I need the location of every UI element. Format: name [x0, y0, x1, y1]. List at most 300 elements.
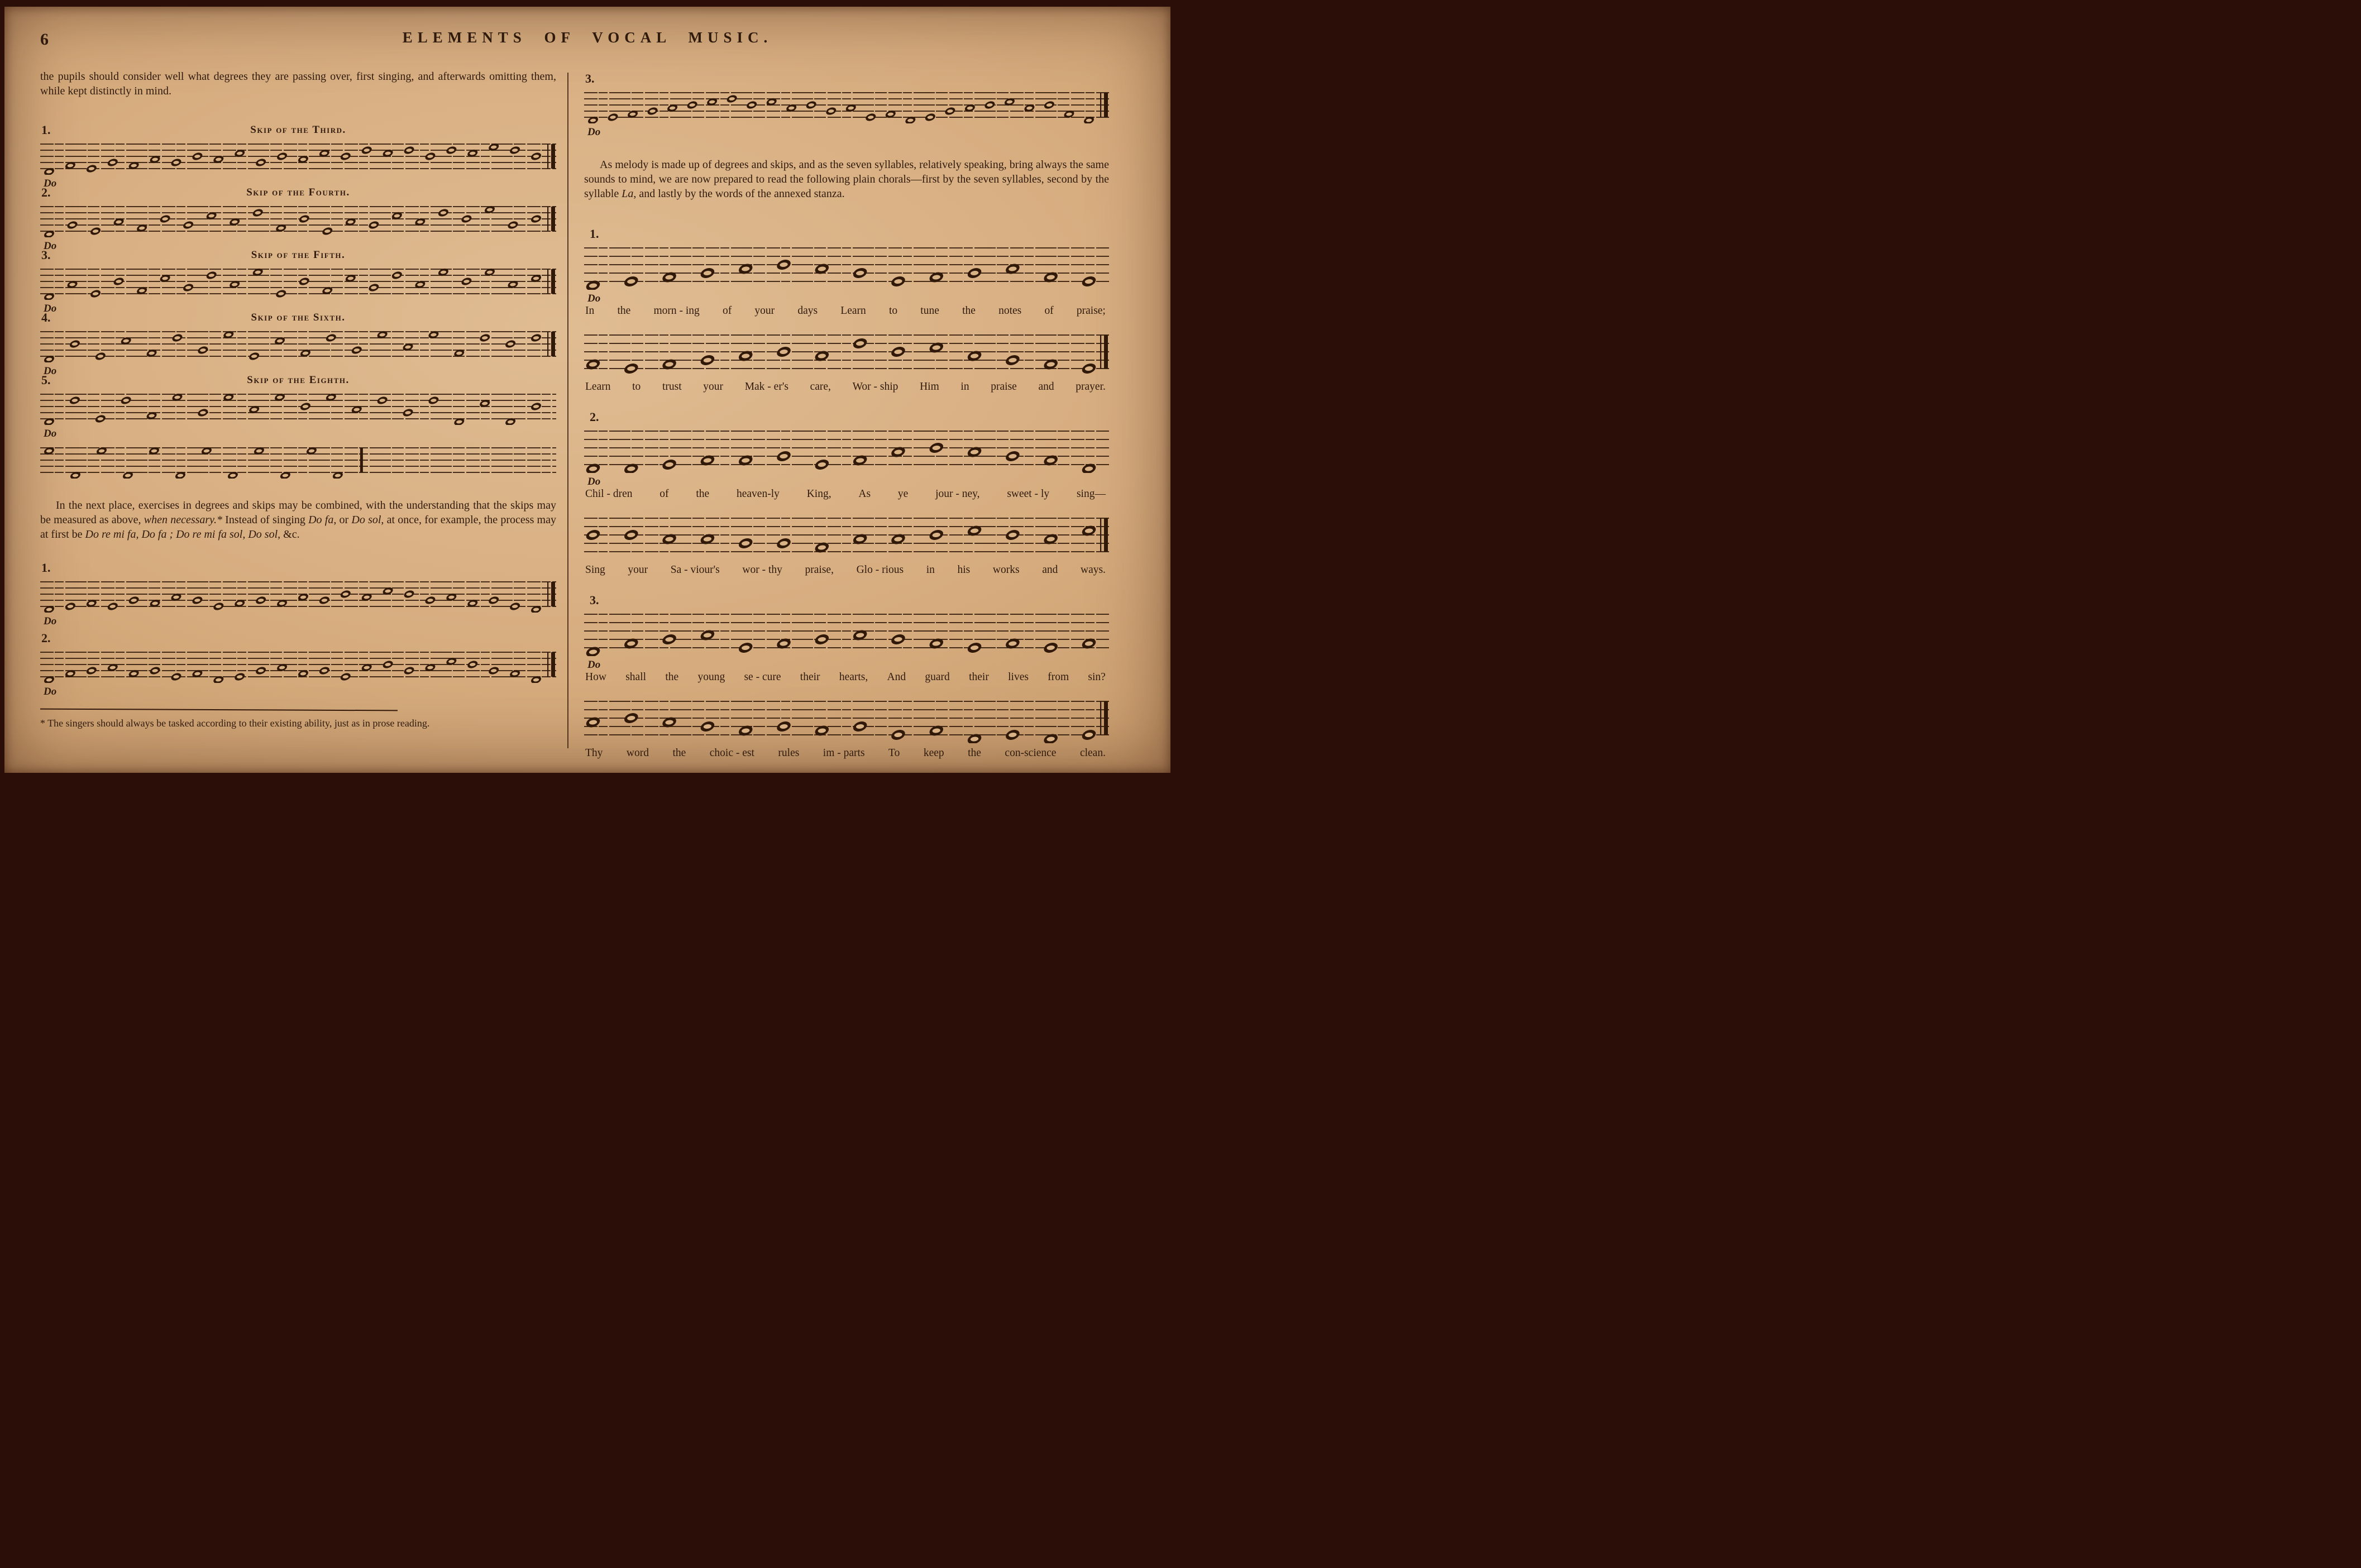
whole-note [814, 262, 830, 276]
staff-svg [40, 643, 556, 683]
whole-note [43, 605, 55, 613]
lyric-word: the [665, 671, 679, 683]
whole-note [928, 270, 945, 284]
whole-note [852, 337, 868, 351]
music-staff [40, 323, 556, 365]
lyric-word: sin? [1088, 671, 1106, 683]
whole-note [170, 157, 183, 168]
whole-note [699, 266, 716, 280]
whole-note [1081, 275, 1097, 289]
whole-note [661, 458, 678, 472]
exercise-number: 1. [41, 561, 51, 575]
whole-note [966, 266, 983, 280]
do-label: Do [44, 428, 57, 439]
lyric-word: the [962, 305, 976, 317]
whole-note [1043, 100, 1055, 110]
right-column [584, 7, 1109, 761]
whole-note [1005, 528, 1021, 542]
whole-note [530, 401, 542, 412]
whole-note [275, 289, 287, 299]
exercise-3-continued [584, 71, 1109, 138]
music-staff [584, 239, 1109, 293]
combined-exercises-paragraph [40, 498, 556, 542]
choral-number: 2. [590, 410, 599, 424]
whole-note [120, 395, 132, 405]
whole-note [94, 351, 107, 361]
whole-note [402, 408, 414, 418]
whole-note [1043, 732, 1059, 743]
whole-note [197, 408, 209, 418]
whole-note [585, 645, 601, 656]
whole-note [944, 106, 956, 116]
whole-note [1043, 532, 1059, 546]
whole-note [488, 666, 500, 676]
staff-svg [40, 439, 556, 479]
lyric-word: to [888, 305, 898, 317]
whole-note [1081, 524, 1097, 538]
whole-note [699, 453, 716, 467]
lyric-word: of [722, 305, 732, 317]
text-run: As melody is made up of degrees and skips, and as the seven syllables, relatively speaking, bring always the same sounds to mind, we are now prepared to read the following plain chorals—first by the seven syllables, second by the syllable [584, 159, 1109, 200]
barline [551, 332, 555, 356]
lyric-word: clean. [1079, 747, 1106, 759]
exercise-title: Skip of the Sixth. [251, 312, 346, 323]
lyric-word: jour - ney, [935, 488, 980, 500]
whole-note [1005, 262, 1021, 276]
whole-note [279, 471, 291, 479]
barline [547, 652, 548, 677]
lyric-word: notes [998, 305, 1022, 317]
lyric-word: How [585, 671, 606, 683]
exercise-title: Skip of the Fifth. [251, 249, 346, 261]
melody-paragraph [584, 157, 1109, 201]
whole-note [298, 214, 310, 224]
whole-note [182, 283, 194, 293]
whole-note [1005, 450, 1021, 463]
whole-note [403, 666, 415, 676]
barline [1100, 93, 1101, 117]
continuation-staff [40, 439, 556, 481]
whole-note [43, 230, 55, 237]
whole-note [43, 675, 55, 683]
whole-note [507, 220, 519, 230]
exercise-number: 2. [41, 631, 51, 645]
whole-note [745, 100, 758, 110]
exercise-title: Skip of the Third. [250, 124, 346, 136]
lyric-word: their [800, 671, 820, 683]
whole-note [69, 471, 82, 479]
lyric-word: se - cure [744, 671, 781, 683]
staff-svg [584, 326, 1109, 377]
whole-note [321, 226, 333, 236]
lyric-word: his [957, 564, 971, 576]
barline [551, 269, 555, 294]
lyric-word: prayer. [1076, 381, 1106, 393]
whole-note [966, 349, 983, 363]
whole-note [984, 100, 996, 110]
whole-note [623, 637, 639, 651]
choral-2 [584, 411, 1109, 577]
whole-note [890, 445, 907, 459]
whole-note [205, 270, 218, 280]
whole-note [530, 151, 542, 161]
music-staff [40, 260, 556, 303]
italic-text-run: when necessary.* [144, 514, 222, 526]
whole-note [227, 471, 239, 479]
music-staff [40, 643, 556, 686]
whole-note [403, 589, 415, 599]
lyric-word: Glo - rious [856, 564, 904, 576]
lyric-word: in [926, 564, 935, 576]
whole-note [128, 595, 140, 605]
combined-exercise-1 [40, 561, 556, 627]
whole-note [661, 357, 678, 371]
whole-note [69, 339, 81, 349]
whole-note [367, 283, 380, 293]
text-run: the pupils should consider well what degrees they are passing over, first singing, and afterwards omitting them, while kept distinctly in mind. [40, 70, 556, 97]
barline [547, 332, 548, 356]
music-staff [40, 573, 556, 615]
italic-text-run: La [622, 188, 634, 200]
whole-note [890, 633, 907, 647]
whole-note [255, 595, 267, 605]
whole-note [1043, 270, 1059, 284]
whole-note [43, 292, 55, 300]
lyric-word: King, [806, 488, 831, 500]
lyric-word: days [797, 305, 818, 317]
whole-note [1081, 637, 1097, 651]
barline [1100, 701, 1101, 735]
staff-svg [40, 135, 556, 175]
whole-note [699, 532, 716, 546]
whole-note [699, 353, 716, 367]
whole-note [298, 276, 310, 286]
whole-note [504, 417, 517, 425]
whole-note [191, 151, 203, 161]
lyric-word: praise; [1076, 305, 1106, 317]
whole-note [966, 524, 983, 538]
whole-note [776, 537, 792, 551]
whole-note [43, 167, 55, 175]
lyric-word: their [969, 671, 989, 683]
lyric-word: guard [925, 671, 950, 683]
whole-note [64, 601, 77, 611]
lyric-word: rules [778, 747, 800, 759]
staff-svg [584, 84, 1109, 123]
page [4, 7, 1170, 773]
barline [1104, 93, 1108, 117]
whole-note [252, 208, 264, 218]
whole-note [107, 601, 119, 611]
whole-note [890, 532, 907, 546]
whole-note [1083, 116, 1095, 123]
do-label: Do [587, 293, 601, 304]
whole-note [509, 601, 521, 611]
lyric-word: con-science [1005, 747, 1057, 759]
music-staff [40, 135, 556, 178]
music-staff [584, 692, 1109, 746]
barline [1104, 701, 1108, 735]
whole-note [814, 633, 830, 647]
lyric-word: shall [625, 671, 647, 683]
lyric-word: and [1042, 564, 1058, 576]
lyric-line [584, 487, 1109, 501]
whole-note [255, 157, 267, 168]
whole-note [776, 258, 792, 272]
whole-note [904, 116, 916, 123]
whole-note [376, 395, 389, 405]
lyric-word: morn - ing [653, 305, 700, 317]
staff-svg [584, 422, 1109, 473]
whole-note [928, 441, 945, 455]
whole-note [1005, 353, 1021, 367]
whole-note [437, 208, 450, 218]
lyric-word: keep [923, 747, 944, 759]
whole-note [248, 351, 260, 361]
whole-note [852, 720, 868, 734]
whole-note [737, 724, 754, 738]
running-header: ELEMENTS OF VOCAL MUSIC. [402, 29, 773, 46]
lyric-line [584, 563, 1109, 577]
lyric-word: wor - thy [742, 564, 782, 576]
staff-svg [40, 260, 556, 300]
lyric-line [584, 304, 1109, 318]
whole-note [171, 333, 184, 343]
whole-note [461, 214, 473, 224]
italic-text-run: Do fa [308, 514, 334, 526]
text-run: , or [333, 514, 352, 526]
whole-note [340, 151, 352, 161]
whole-note [197, 345, 209, 355]
lyric-word: your [628, 564, 648, 576]
barline [547, 269, 548, 294]
whole-note [1081, 362, 1097, 376]
whole-note [864, 112, 877, 122]
whole-note [585, 528, 601, 542]
music-staff [584, 422, 1109, 476]
exercise-skip-of-the-fourth [40, 185, 556, 252]
whole-note [113, 276, 125, 286]
lyric-word: the [968, 747, 981, 759]
do-label: Do [44, 615, 57, 627]
lyric-word: In [585, 305, 595, 317]
whole-note [94, 414, 107, 424]
lyric-word: Learn [840, 305, 866, 317]
whole-note [466, 659, 479, 670]
exercise-skip-of-the-sixth [40, 310, 556, 377]
lyric-word: the [672, 747, 686, 759]
whole-note [1005, 728, 1021, 742]
intro-paragraph [40, 69, 556, 98]
whole-note [585, 357, 601, 371]
barline [551, 144, 555, 169]
whole-note [623, 275, 639, 289]
lyric-word: im - parts [823, 747, 865, 759]
whole-note [382, 659, 394, 670]
lyric-word: Thy [585, 747, 603, 759]
staff-svg [40, 198, 556, 237]
barline [1104, 335, 1108, 369]
whole-note [488, 595, 500, 605]
whole-note [966, 732, 983, 743]
barline [547, 207, 548, 231]
whole-note [1043, 453, 1059, 467]
whole-note [1081, 462, 1097, 473]
text-run: , at once, for example, the process may at first be [40, 514, 556, 541]
barline [1100, 335, 1101, 369]
whole-note [530, 605, 542, 613]
lyric-word: of [659, 488, 669, 500]
whole-note [85, 666, 98, 676]
whole-note [191, 595, 203, 605]
whole-note [737, 453, 754, 467]
whole-note [276, 151, 288, 161]
staff-svg [584, 692, 1109, 743]
do-label: Do [587, 659, 601, 671]
exercise-number: 5. [41, 373, 51, 387]
whole-note [403, 145, 415, 155]
whole-note [1005, 637, 1021, 651]
lyric-word: your [703, 381, 724, 393]
do-label: Do [44, 686, 57, 697]
music-staff [40, 198, 556, 240]
left-column [40, 7, 556, 730]
lyric-word: the [617, 305, 631, 317]
exercise-number: 2. [41, 185, 51, 199]
whole-note [212, 601, 224, 611]
lyric-word: ye [897, 488, 909, 500]
lyric-word: to [632, 381, 641, 393]
whole-note [69, 395, 81, 405]
whole-note [174, 471, 187, 479]
whole-note [461, 276, 473, 286]
whole-note [647, 106, 659, 116]
whole-note [928, 724, 945, 738]
page-number: 6 [40, 30, 49, 49]
do-label: Do [587, 126, 601, 138]
music-staff [584, 509, 1109, 563]
whole-note [928, 341, 945, 355]
whole-note [325, 333, 337, 343]
whole-note [890, 728, 907, 742]
whole-note [424, 151, 437, 161]
whole-note [623, 462, 639, 473]
staff-svg [40, 323, 556, 362]
whole-note [318, 666, 331, 676]
do-label: Do [44, 365, 57, 377]
whole-note [699, 720, 716, 734]
whole-note [170, 672, 183, 682]
lyric-word: Chil - dren [585, 488, 633, 500]
whole-note [661, 633, 678, 647]
lyric-word: the [696, 488, 710, 500]
whole-note [391, 270, 403, 280]
whole-note [661, 715, 678, 729]
barline [551, 207, 555, 231]
whole-note [852, 266, 868, 280]
text-run: Instead of singing [222, 514, 309, 526]
exercise-title: Skip of the Eighth. [247, 374, 350, 386]
whole-note [607, 112, 619, 122]
whole-note [805, 100, 818, 110]
exercise-number: 4. [41, 310, 51, 324]
whole-note [89, 226, 102, 236]
whole-note [318, 595, 331, 605]
choral-1 [584, 228, 1109, 394]
lyric-word: and [1038, 381, 1054, 393]
barline [547, 582, 548, 606]
whole-note [890, 345, 907, 359]
whole-note [585, 462, 601, 473]
whole-note [928, 528, 945, 542]
whole-note [737, 537, 754, 551]
whole-note [890, 275, 907, 289]
whole-note [122, 471, 134, 479]
whole-note [776, 720, 792, 734]
whole-note [814, 541, 830, 554]
whole-note [699, 628, 716, 642]
exercise-number: 1. [41, 123, 51, 137]
lyric-word: Mak - er's [744, 381, 788, 393]
text-run: &c. [280, 528, 300, 541]
lyric-line [584, 746, 1109, 761]
lyric-word: To [888, 747, 900, 759]
lyric-word: Wor - ship [852, 381, 898, 393]
lyric-word: word [626, 747, 649, 759]
lyric-word: from [1048, 671, 1069, 683]
whole-note [623, 711, 639, 725]
lyric-word: care, [810, 381, 831, 393]
whole-note [1043, 357, 1059, 371]
footnote-rule [40, 709, 398, 711]
lyric-word: sing— [1076, 488, 1106, 500]
whole-note [424, 595, 437, 605]
whole-note [509, 145, 521, 155]
barline [547, 144, 548, 169]
footnote: * The singers should always be tasked according to their existing ability, just as in prose reading. [40, 718, 430, 729]
whole-note [332, 471, 344, 479]
whole-note [530, 333, 542, 343]
whole-note [776, 345, 792, 359]
whole-note [814, 349, 830, 363]
whole-note [66, 220, 79, 230]
exercise-number: 3. [41, 248, 51, 262]
do-label: Do [44, 240, 57, 252]
whole-note [661, 270, 678, 284]
music-staff [584, 326, 1109, 380]
whole-note [149, 666, 161, 676]
lyric-word: your [754, 305, 775, 317]
whole-note [737, 641, 754, 655]
do-label: Do [587, 476, 601, 487]
lyric-word: ways. [1080, 564, 1106, 576]
lyric-word: of [1044, 305, 1054, 317]
exercise-number: 3. [585, 71, 595, 85]
whole-note [814, 458, 830, 472]
staff-svg [584, 239, 1109, 290]
italic-text-run: Do re mi fa, Do fa ; Do re mi fa sol, Do sol, [85, 528, 281, 541]
lyric-word: young [697, 671, 725, 683]
whole-note [479, 333, 491, 343]
exercise-skip-of-the-fifth [40, 249, 556, 312]
staff-svg [584, 509, 1109, 560]
whole-note [776, 637, 792, 651]
staff-svg [40, 385, 556, 425]
music-staff [584, 605, 1109, 659]
whole-note [737, 349, 754, 363]
do-label: Do [44, 178, 57, 189]
text-run: , and lastly by the words of the annexed stanza. [633, 188, 845, 200]
